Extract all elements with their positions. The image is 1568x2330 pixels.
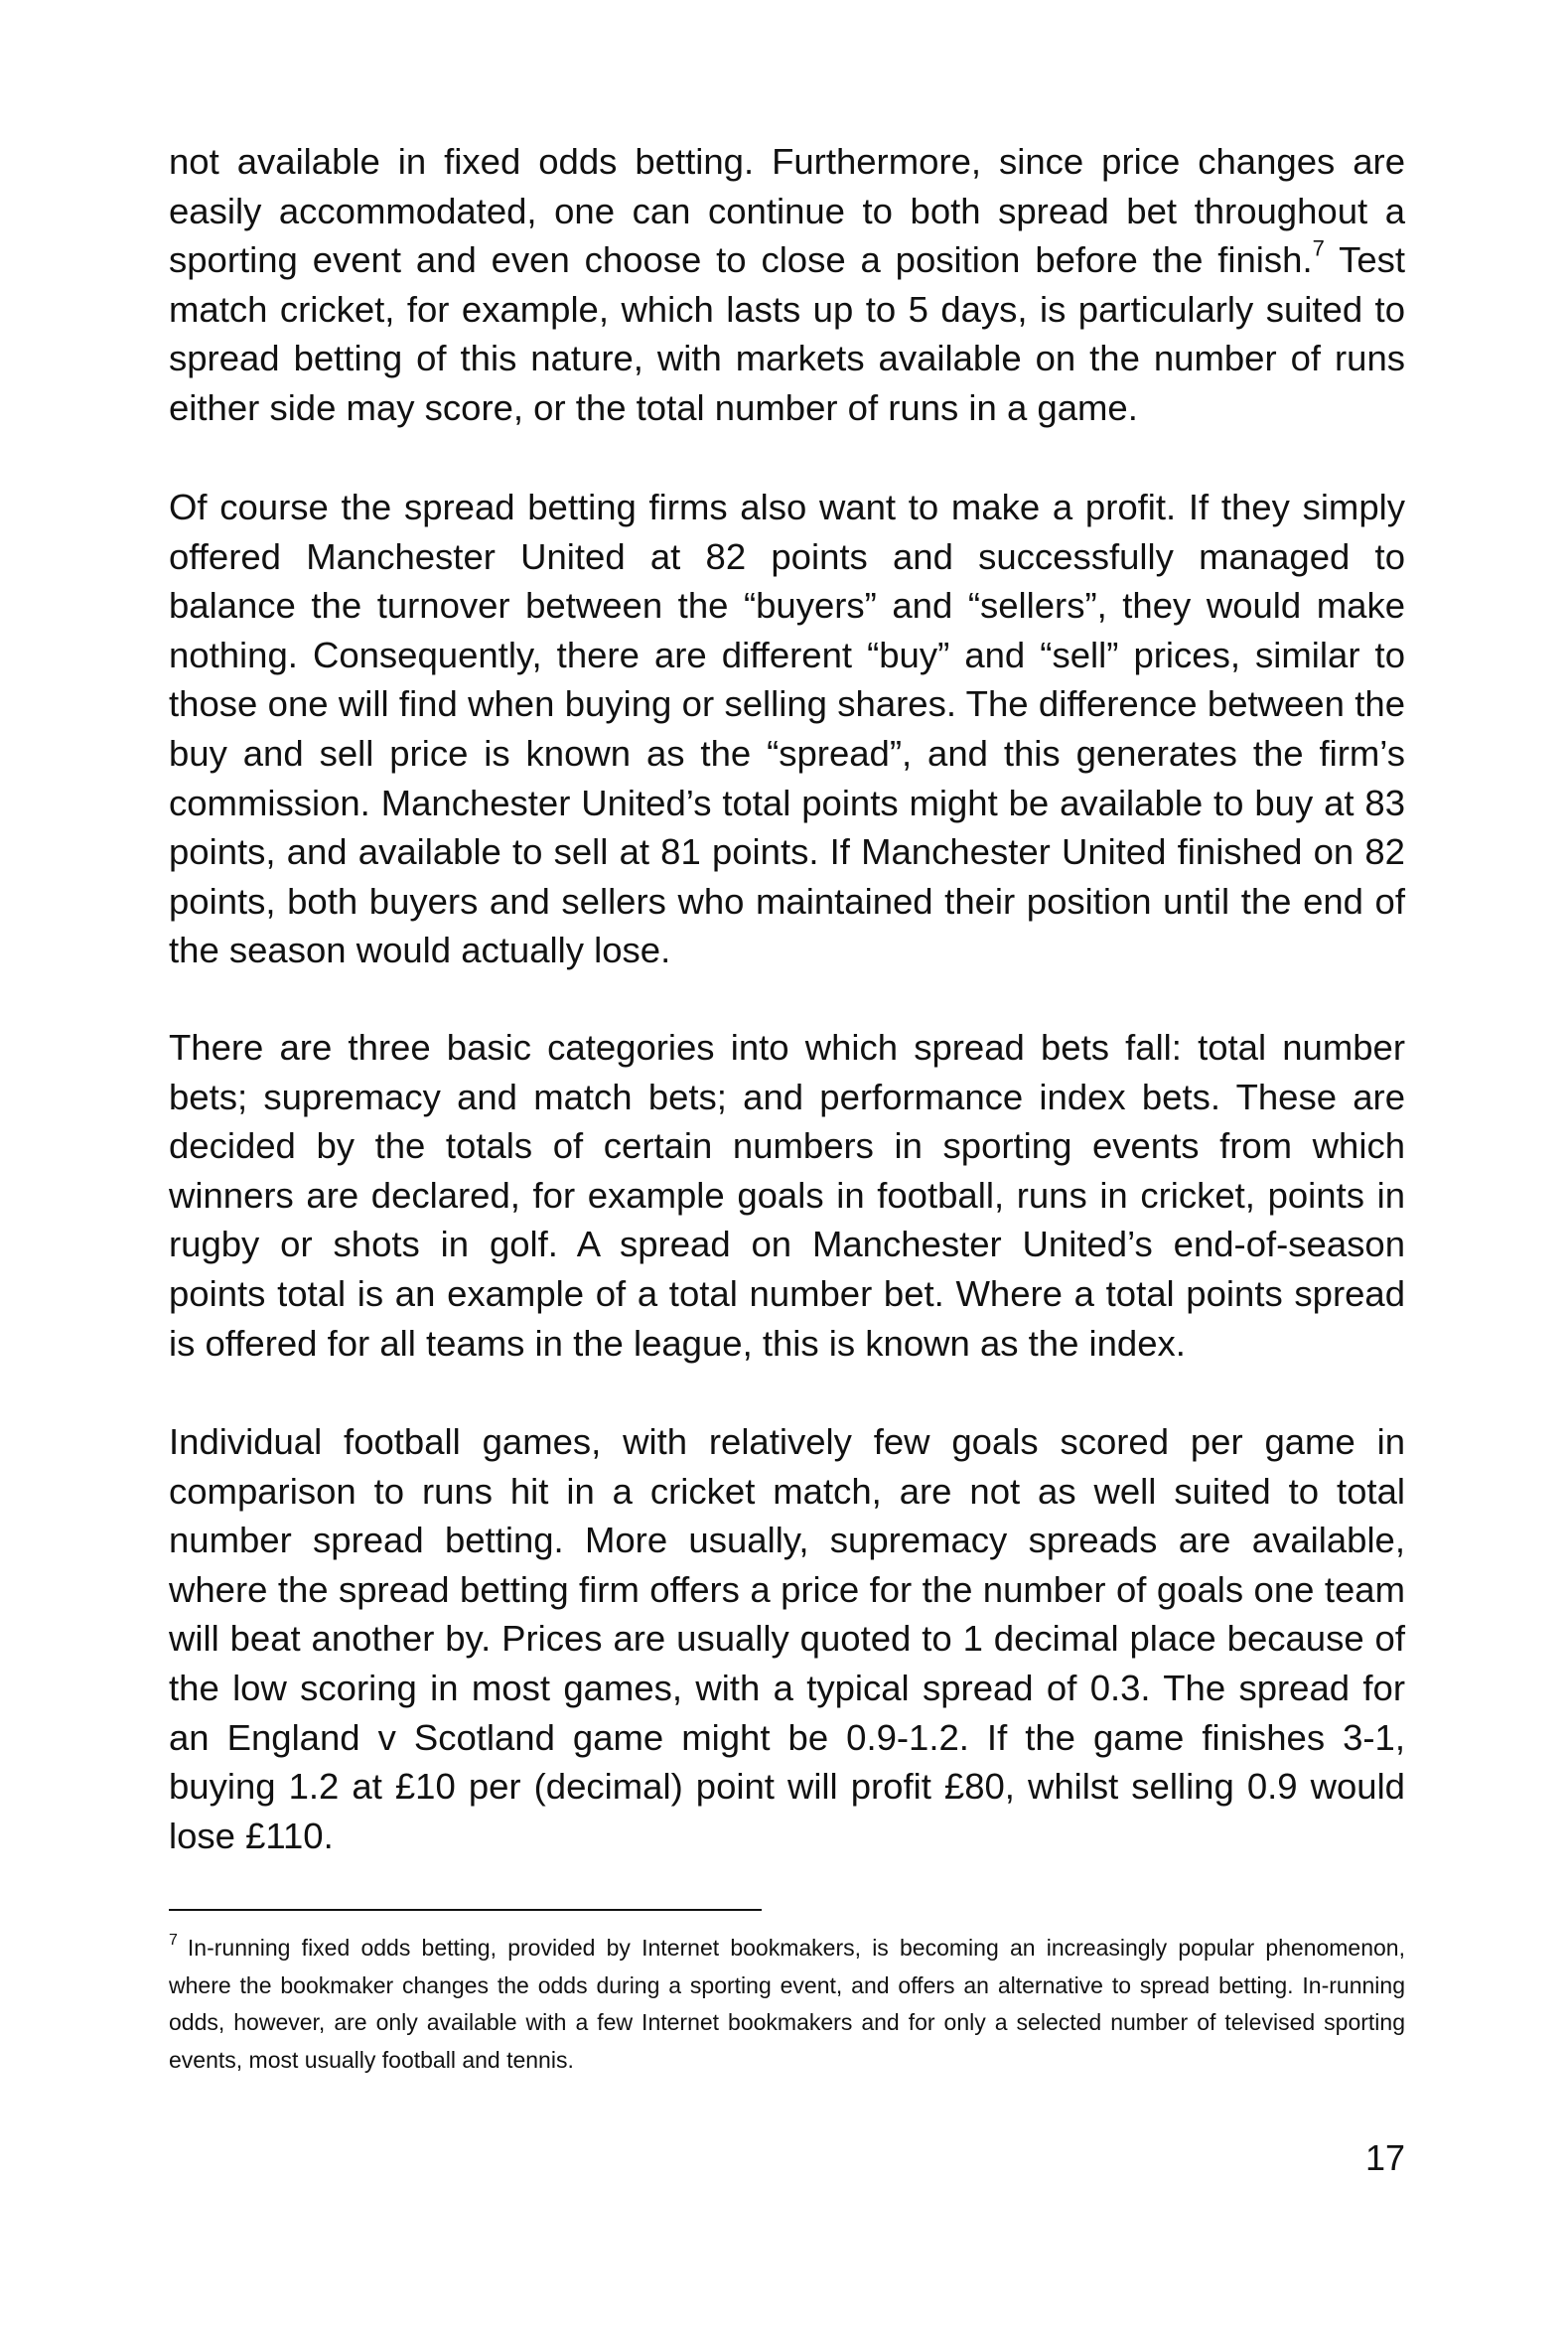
footnote-divider xyxy=(169,1909,762,1911)
footnote-text: In-running fixed odds betting, provided by Internet bookmakers, is becoming an increasingly popular phenomenon, where the bookmaker changes the odds during a sporting event, and offers an alternative to spread betting. In-running odds, however, are only available with a few Internet bookmakers and for only a selected number of televised sporting events, most usually football and tennis. xyxy=(169,1935,1405,2073)
footnote-7 xyxy=(169,1930,1405,2079)
footnote-marker: 7 xyxy=(169,1931,178,1949)
paragraph-1-text-b: Test match cricket, for example, which lasts up to 5 days, is particularly suited to spread betting of this nature, with markets available on the number of runs either side may score, or the total number of runs in a game. xyxy=(169,239,1406,428)
paragraph-1-text-a: not available in fixed odds betting. Furthermore, since price changes are easily accommodated, one can continue to both spread bet throughout a sporting event and even choose to close a position before the finish. xyxy=(169,141,1405,281)
paragraph-4: Individual football games, with relatively few goals scored per game in comparison to runs hit in a cricket match, are not as well suited to total number spread betting. More usually, supremacy spreads are available, where the spread betting firm offers a price for the number of goals one team will beat another by. Prices are usually quoted to 1 decimal place because of the low scoring in most games, with a typical spread of 0.3. The spread for an England v Scotland game might be 0.9-1.2. If the game finishes 3-1, buying 1.2 at £10 per (decimal) point will profit £80, whilst selling 0.9 would lose £110. xyxy=(169,1421,1405,1856)
footnote-reference-7[interactable]: 7 xyxy=(1312,235,1325,261)
page-number: 17 xyxy=(1364,2137,1405,2178)
paragraph-1 xyxy=(169,137,1405,433)
paragraph-2: Of course the spread betting firms also want to make a profit. If they simply offered Manchester United at 82 points and successfully managed to balance the turnover between the “buyers” and “sellers”, they would make nothing. Consequently, there are different “buy” and “sell” prices, similar to those one will find when buying or selling shares. The difference between the buy and sell price is known as the “spread”, and this generates the firm’s commission. Manchester United’s total points might be available to buy at 83 points, and available to sell at 81 points. If Manchester United finished on 82 points, both buyers and sellers who maintained their position until the end of the season would actually lose. xyxy=(169,487,1405,971)
paragraph-3: There are three basic categories into which spread bets fall: total number bets; supremacy and match bets; and performance index bets. These are decided by the totals of certain numbers in sporting events from which winners are declared, for example goals in football, runs in cricket, points in rugby or shots in golf. A spread on Manchester United’s end-of-season points total is an example of a total number bet. Where a total points spread is offered for all teams in the league, this is known as the index. xyxy=(169,1027,1405,1364)
